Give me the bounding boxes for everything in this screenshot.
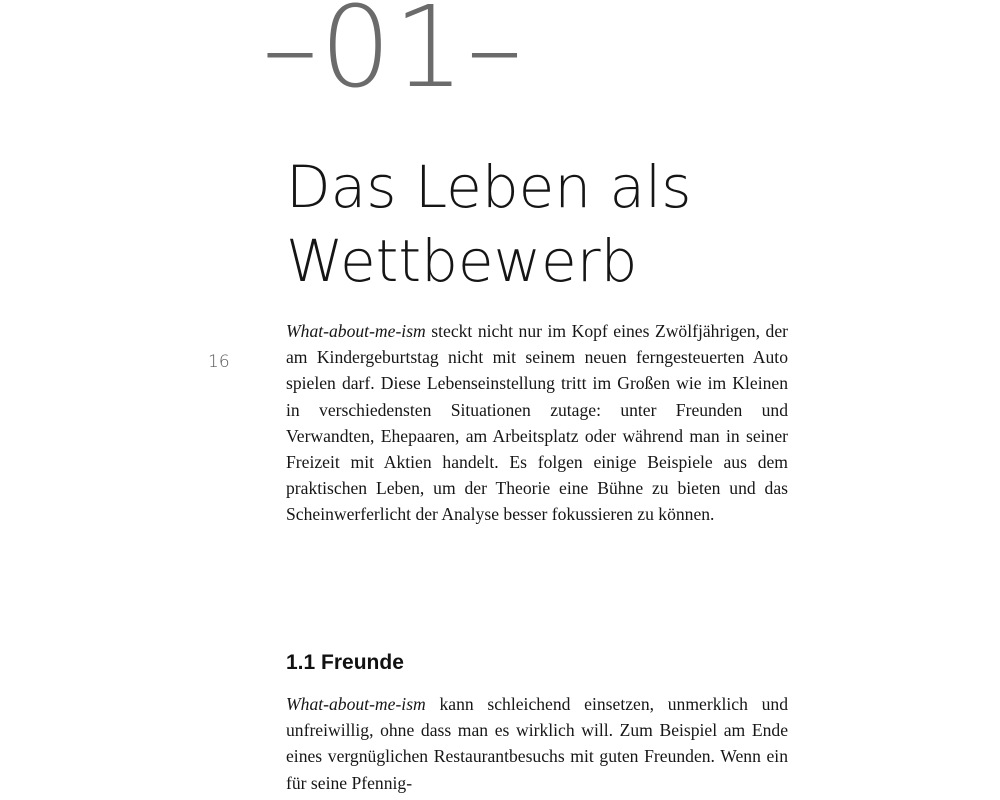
chapter-title-line-2: Wettbewerb [286,227,638,295]
chapter-title [286,150,691,298]
section-text: kann schleichend einsetzen, unmerklich und unfreiwillig, ohne dass man es wirklich will. Zum Beispiel am Ende eines vergnüglichen Restaurantbesuchs mit guten Freunden. Wenn ein für seine Pfennig- [286,694,788,793]
section-heading: 1.1 Freunde [286,651,404,674]
intro-term: What-about-me-ism [286,321,426,341]
intro-paragraph [286,318,788,528]
chapter-title-line-1: Das Leben als [286,153,692,221]
section-paragraph [286,691,788,796]
intro-text: steckt nicht nur im Kopf eines Zwölfjährigen, der am Kindergeburtstag nicht mit seinem neuen ferngesteuerten Auto spielen darf. Diese Lebenseinstellung tritt im Großen wie im Kleinen in verschiedensten Situationen zutage: unter Freunden und Verwandten, Ehepaaren, am Arbeitsplatz oder während man in seiner Freizeit mit Aktien handelt. Es folgen einige Beispiele aus dem praktischen Leben, um der Theorie eine Bühne zu bieten und das Scheinwerferlicht der Analyse besser fokussieren zu können. [286,321,788,525]
section-term: What-about-me-ism [286,694,426,714]
page-number: 16 [208,352,230,372]
chapter-number: –01– [262,0,525,113]
